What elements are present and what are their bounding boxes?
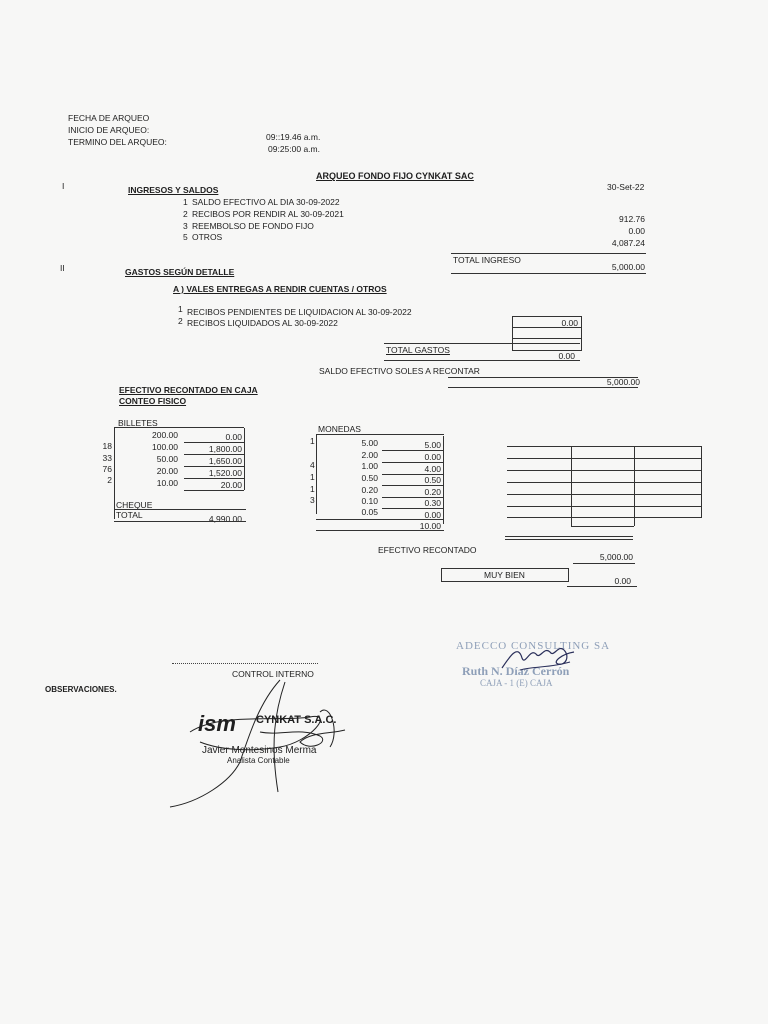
billetes-qty: 33 <box>102 453 112 463</box>
section-1-value: 4,087.24 <box>611 238 645 248</box>
billetes-denom: 20.00 <box>156 466 178 476</box>
section-1-item-text: RECIBOS POR RENDIR AL 30-09-2021 <box>192 209 344 219</box>
saldo-label: SALDO EFECTIVO SOLES A RECONTAR <box>319 366 480 376</box>
efectivo-recontado-label: EFECTIVO RECONTADO <box>378 545 477 555</box>
inicio-label: INICIO DE ARQUEO: <box>68 125 150 135</box>
empty-grid-col <box>701 446 702 518</box>
monedas-rule <box>316 434 444 435</box>
billetes-amount: 20.00 <box>220 480 242 490</box>
observaciones-label: OBSERVACIONES. <box>45 685 117 694</box>
total-gastos-rule <box>384 343 580 344</box>
total-ingreso-value: 5,000.00 <box>611 262 645 272</box>
cynkat-stamp-role: Analista Contable <box>227 756 290 765</box>
monedas-denom: 5.00 <box>361 438 378 448</box>
adecco-stamp-name: Ruth N. Díaz Cerrón <box>462 664 570 678</box>
billetes-border <box>114 427 115 519</box>
monedas-rule <box>316 530 444 531</box>
monedas-amount: 5.00 <box>424 440 441 450</box>
monedas-denom: 0.20 <box>361 485 378 495</box>
cynkat-stamp-name: Javier Montesinos Merma <box>202 745 317 756</box>
billetes-rule <box>114 521 246 522</box>
monedas-denom: 1.00 <box>361 461 378 471</box>
billetes-denom: 200.00 <box>152 430 178 440</box>
section-2-item-text: RECIBOS LIQUIDADOS AL 30-09-2022 <box>187 318 338 328</box>
saldo-rule <box>448 387 638 388</box>
cynkat-signature <box>160 672 360 812</box>
billetes-amount: 1,650.00 <box>208 456 242 466</box>
section-2-item-num: 1 <box>178 304 183 314</box>
gastos-box-value: 0.00 <box>561 318 578 328</box>
monedas-denom: 0.50 <box>361 473 378 483</box>
document-title: ARQUEO FONDO FIJO CYNKAT SAC <box>316 171 474 181</box>
billetes-rule <box>114 427 244 428</box>
monedas-qty: 4 <box>310 460 315 470</box>
billetes-qty: 18 <box>102 441 112 451</box>
billetes-denom: 100.00 <box>152 442 178 452</box>
monedas-rule <box>382 508 444 509</box>
document-date: 30-Set-22 <box>607 182 645 192</box>
section-1-item-num: 1 <box>183 197 188 207</box>
total-ingreso-rule <box>451 273 646 274</box>
monedas-label: MONEDAS <box>318 424 361 434</box>
monedas-amount: 0.00 <box>424 452 441 462</box>
section-1-item-text: REEMBOLSO DE FONDO FIJO <box>192 221 314 231</box>
section-2-subheading: A ) VALES ENTREGAS A RENDIR CUENTAS / OTROS <box>173 284 387 294</box>
billetes-rule <box>184 478 244 479</box>
section-1-item-num: 5 <box>183 232 188 242</box>
empty-grid-rule <box>505 536 633 537</box>
section-1-item-text: OTROS <box>192 232 223 242</box>
conteo-heading: EFECTIVO RECONTADO EN CAJA <box>119 385 258 395</box>
total-ingreso-rule <box>451 253 646 254</box>
monedas-qty: 1 <box>310 436 315 446</box>
adecco-stamp-role: CAJA - 1 (E) CAJA <box>480 678 553 688</box>
monedas-rule <box>316 519 444 520</box>
section-1-item-text: SALDO EFECTIVO AL DIA 30-09-2022 <box>192 197 340 207</box>
billetes-amount: 1,520.00 <box>208 468 242 478</box>
empty-grid-rule <box>507 482 701 483</box>
section-1-item-num: 2 <box>183 209 188 219</box>
empty-grid-col <box>571 446 572 526</box>
section-1-value: 0.00 <box>628 226 645 236</box>
empty-grid-rule <box>507 470 701 471</box>
termino-label: TERMINO DEL ARQUEO: <box>68 137 167 147</box>
monedas-denom: 0.05 <box>361 507 378 517</box>
monedas-border <box>316 434 317 514</box>
monedas-total-value: 10.00 <box>419 521 441 531</box>
section-2-roman: II <box>60 263 65 273</box>
monedas-amount: 0.20 <box>424 487 441 497</box>
billetes-total-label: TOTAL <box>116 510 143 520</box>
billetes-rule <box>184 442 244 443</box>
monedas-amount: 0.30 <box>424 498 441 508</box>
billetes-total-value: 4,990.00 <box>208 514 242 524</box>
efectivo-recontado-value: 5,000.00 <box>599 552 633 562</box>
adecco-signature <box>500 636 580 676</box>
saldo-value: 5,000.00 <box>606 377 640 387</box>
empty-grid-rule <box>571 526 634 527</box>
monedas-amount: 0.50 <box>424 475 441 485</box>
monedas-qty: 1 <box>310 484 315 494</box>
control-interno-label: CONTROL INTERNO <box>232 669 314 679</box>
billetes-amount: 0.00 <box>225 432 242 442</box>
gastos-box-rule <box>512 338 582 339</box>
monedas-rule <box>382 497 444 498</box>
inicio-time: 09::19.46 a.m. <box>266 132 321 142</box>
result-value: 0.00 <box>614 576 631 586</box>
total-ingreso-label: TOTAL INGRESO <box>453 255 521 265</box>
empty-grid-rule <box>505 539 633 540</box>
empty-grid-col <box>634 446 635 526</box>
monedas-denom: 0.10 <box>361 496 378 506</box>
conteo-subheading: CONTEO FISICO <box>119 396 187 406</box>
cynkat-stamp-company: CYNKAT S.A.C. <box>256 714 337 726</box>
section-1-item-num: 3 <box>183 221 188 231</box>
total-gastos-value: 0.00 <box>558 351 575 361</box>
billetes-denom: 10.00 <box>156 478 178 488</box>
billetes-rule <box>184 490 244 491</box>
billetes-rule <box>184 454 244 455</box>
cheque-label: CHEQUE <box>116 500 153 510</box>
empty-grid-rule <box>507 517 701 518</box>
monedas-rule <box>382 474 444 475</box>
section-2-heading: GASTOS SEGÚN DETALLE <box>125 267 235 277</box>
empty-grid-rule <box>507 494 701 495</box>
monedas-rule <box>382 450 444 451</box>
empty-grid-rule <box>507 506 701 507</box>
billetes-label: BILLETES <box>118 418 158 428</box>
control-interno-rule <box>172 663 318 664</box>
section-2-item-text: RECIBOS PENDIENTES DE LIQUIDACION AL 30-09-2022 <box>187 307 412 317</box>
monedas-qty: 3 <box>310 495 315 505</box>
total-gastos-label: TOTAL GASTOS <box>386 345 450 355</box>
section-2-item-num: 2 <box>178 316 183 326</box>
adecco-stamp-company: ADECCO CONSULTING SA <box>456 640 611 652</box>
section-1-roman: I <box>62 181 65 191</box>
fecha-label: FECHA DE ARQUEO <box>68 113 150 123</box>
billetes-amount: 1,800.00 <box>208 444 242 454</box>
monedas-rule <box>382 485 444 486</box>
empty-grid-rule <box>507 458 701 459</box>
billetes-denom: 50.00 <box>156 454 178 464</box>
billetes-rule <box>184 466 244 467</box>
result-rule <box>567 586 637 587</box>
monedas-amount: 4.00 <box>424 464 441 474</box>
section-1-heading: INGRESOS Y SALDOS <box>128 185 219 195</box>
billetes-border <box>244 428 245 490</box>
monedas-amount: 0.00 <box>424 510 441 520</box>
monedas-qty: 1 <box>310 472 315 482</box>
billetes-qty: 2 <box>107 475 112 485</box>
monedas-rule <box>382 462 444 463</box>
efectivo-recontado-rule <box>573 563 635 564</box>
result-label: MUY BIEN <box>484 570 525 580</box>
monedas-denom: 2.00 <box>361 450 378 460</box>
empty-grid-rule <box>507 446 701 447</box>
section-1-value: 912.76 <box>619 214 645 224</box>
ism-logo: ism <box>198 711 236 736</box>
termino-time: 09:25:00 a.m. <box>268 144 320 154</box>
total-gastos-rule <box>384 360 580 361</box>
billetes-qty: 76 <box>102 464 112 474</box>
